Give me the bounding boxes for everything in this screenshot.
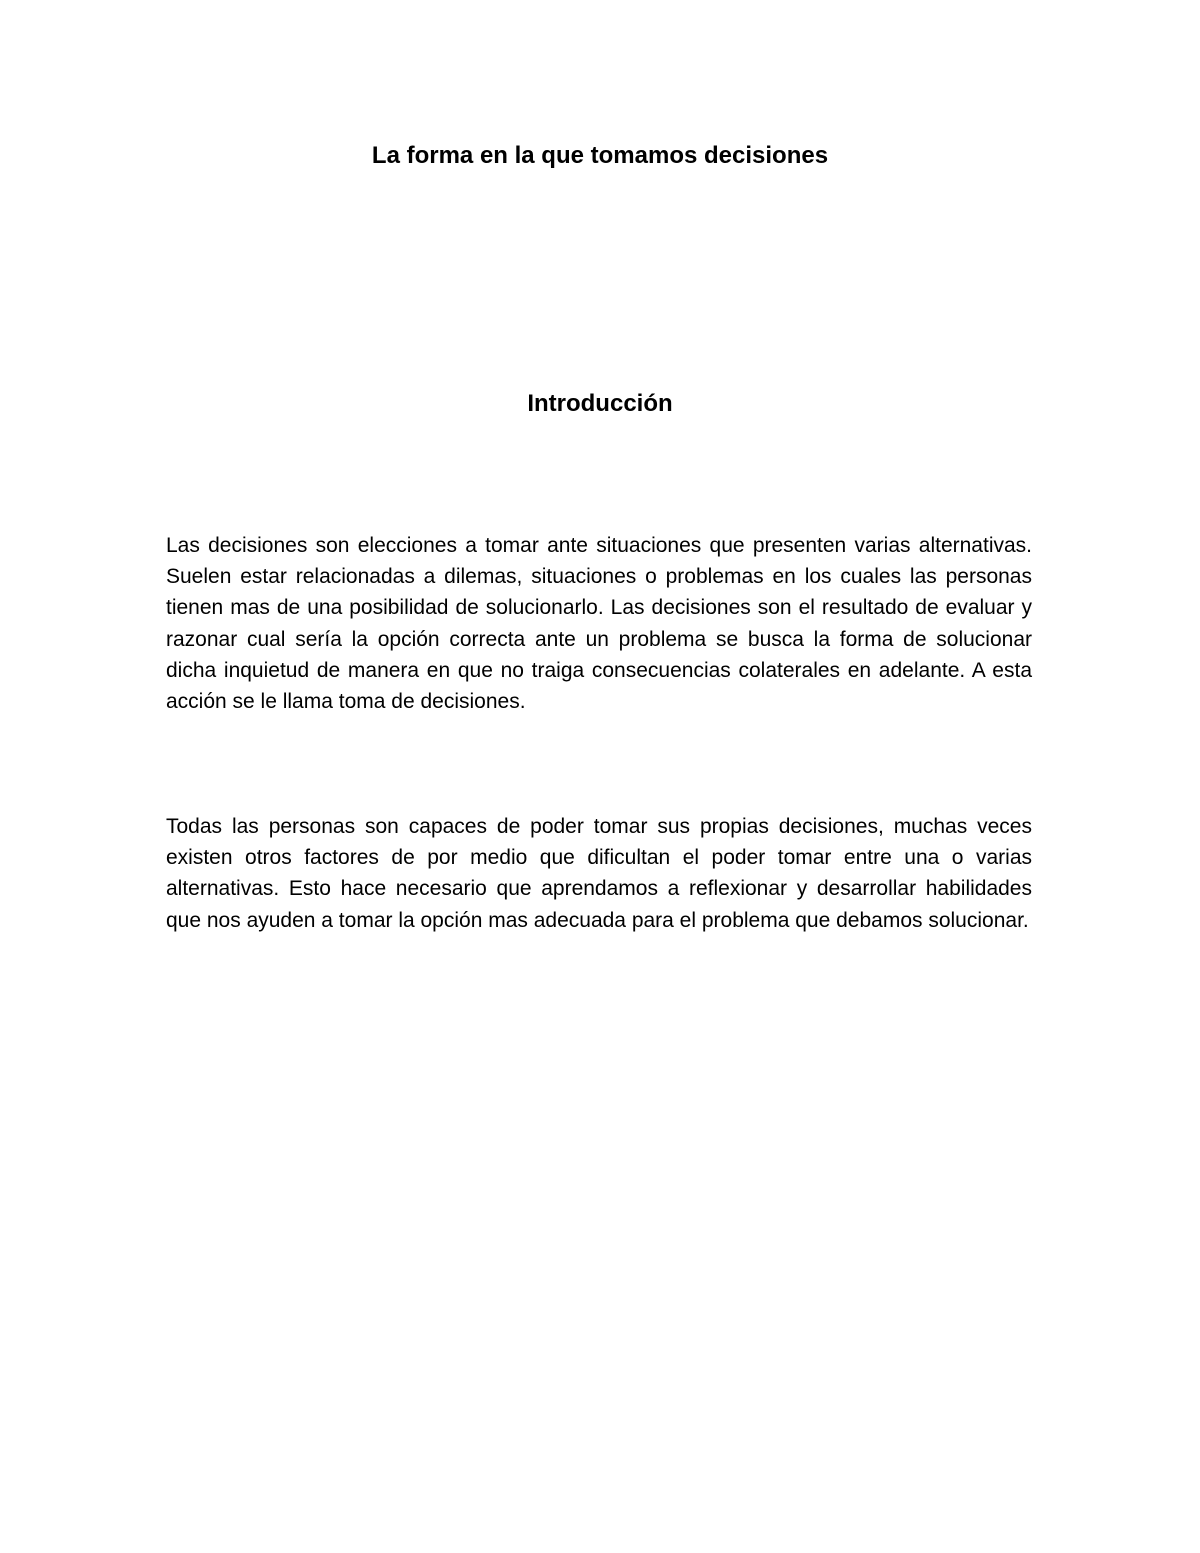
paragraph-2: Todas las personas son capaces de poder tomar sus propias decisiones, muchas veces existen otros factores de por medio que dificultan el poder tomar entre una o varias alternativas. Esto hace necesario que aprendamos a reflexionar y desarrollar habilidades que nos ayuden a tomar la opción mas adecuada para el problema que debamos solucionar. (166, 815, 1032, 932)
section-heading-introduccion: Introducción (527, 390, 673, 417)
document-title: La forma en la que tomamos decisiones (371, 142, 829, 169)
paragraph-1: Las decisiones son elecciones a tomar ante situaciones que presenten varias alternativas. Suelen estar relacionadas a dilemas, situaciones o problemas en los cuales las personas tienen mas de una posibilidad de solucionarlo. Las decisiones son el resultado de evaluar y razonar cual sería la opción correcta ante un problema se busca la forma de solucionar dicha inquietud de manera en que no traiga consecuencias colaterales en adelante. A esta acción se le llama toma de decisiones. (166, 534, 1032, 714)
